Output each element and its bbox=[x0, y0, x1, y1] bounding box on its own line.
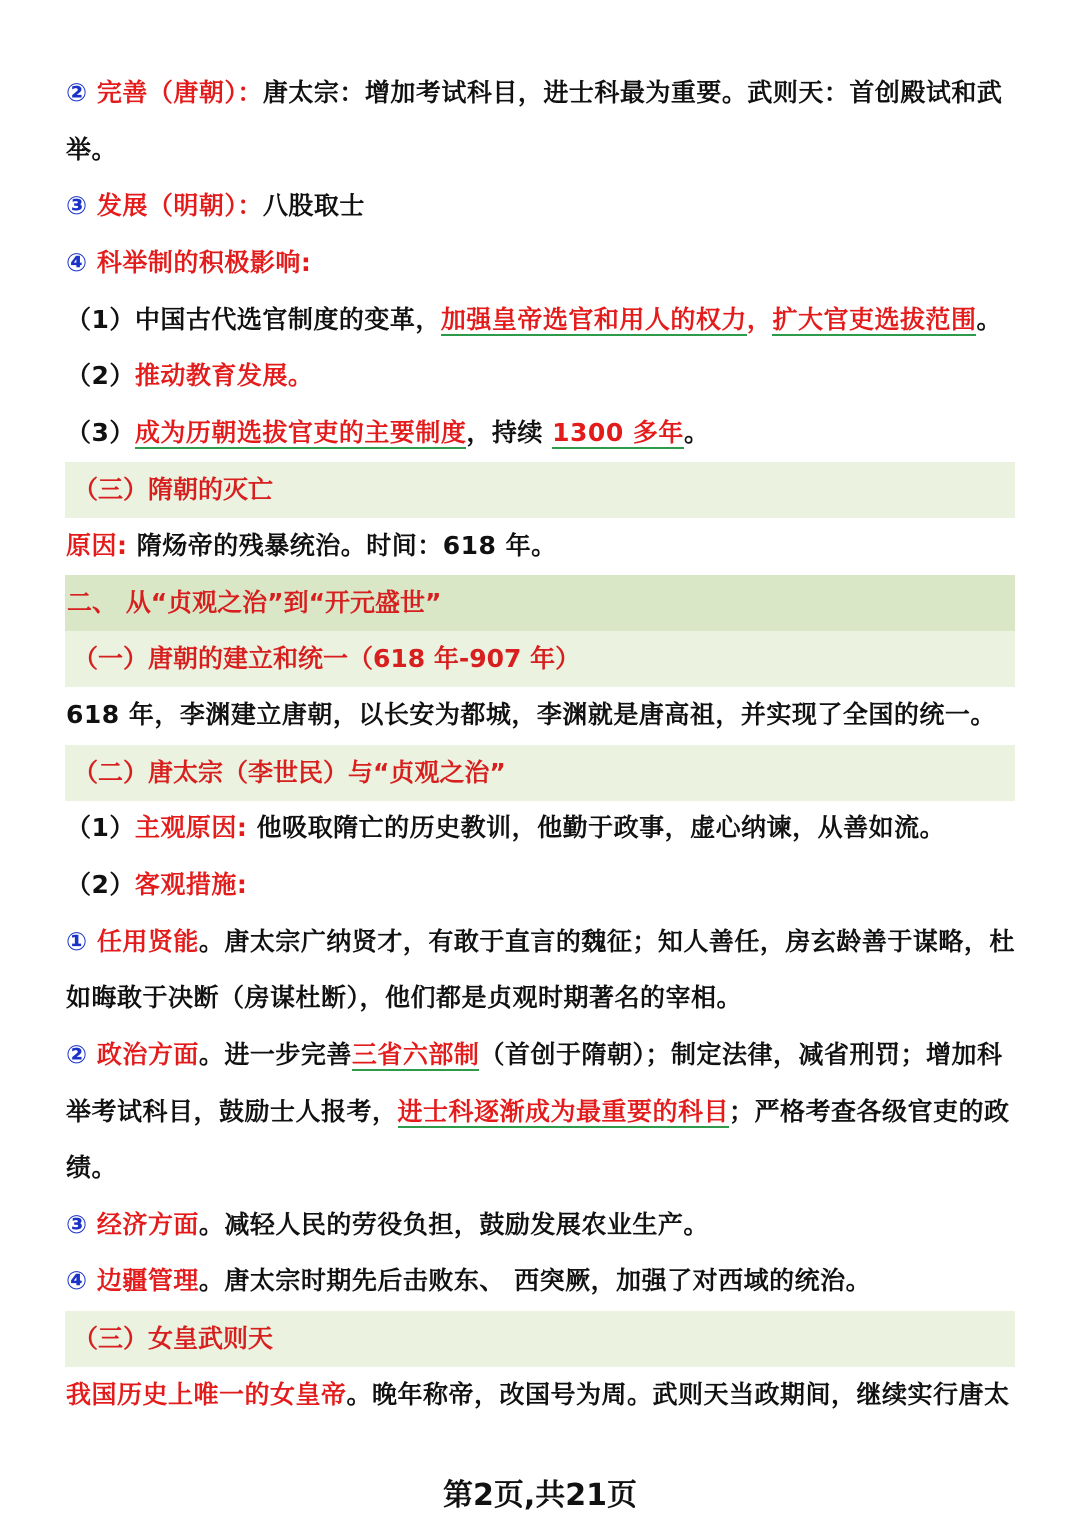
section-heading: （二）唐太宗（李世民）与“贞观之治” bbox=[65, 745, 1015, 801]
text-line bbox=[66, 1092, 1016, 1132]
item-number: ④ bbox=[66, 248, 88, 277]
item-number: ② bbox=[66, 78, 88, 107]
item-heading: 政治方面 bbox=[96, 1040, 199, 1069]
item-text: （2） bbox=[66, 870, 135, 899]
item-text: 举考试科目，鼓励士人报考， bbox=[66, 1097, 398, 1126]
item-heading: 边疆管理 bbox=[96, 1266, 199, 1295]
item-text: 八股取士 bbox=[262, 191, 365, 220]
item-text: 。减轻人民的劳役负担，鼓励发展农业生产。 bbox=[198, 1210, 709, 1239]
item-text: 。 bbox=[287, 361, 314, 390]
text-line bbox=[66, 922, 1016, 962]
underlined-key-point: 1300 多年 bbox=[552, 418, 684, 447]
text-line bbox=[66, 300, 1016, 340]
item-text: 唐太宗：增加考试科目，进士科最为重要。武则天：首创殿试和武 bbox=[262, 78, 1003, 107]
item-heading: 发展（明朝）： bbox=[96, 191, 263, 220]
item-text: 。 bbox=[683, 418, 710, 447]
text-line bbox=[66, 130, 1016, 170]
item-heading: 任用贤能 bbox=[96, 927, 199, 956]
item-heading: 客观措施: bbox=[134, 870, 248, 899]
item-text: 举。 bbox=[66, 135, 118, 164]
item-text: （2） bbox=[66, 361, 135, 390]
text-line bbox=[66, 243, 1016, 283]
item-heading: 主观原因: bbox=[134, 813, 248, 842]
item-number: ③ bbox=[66, 191, 88, 220]
item-text: 如晦敢于决断（房谋杜断），他们都是贞观时期著名的宰相。 bbox=[66, 983, 743, 1012]
item-text: 绩。 bbox=[66, 1153, 118, 1182]
underlined-key-point: 三省六部制 bbox=[351, 1040, 480, 1069]
item-text: 618 年，李渊建立唐朝，以长安为都城，李渊就是唐高祖，并实现了全国的统一。 bbox=[66, 700, 996, 729]
text-line bbox=[66, 978, 1016, 1018]
text-line bbox=[66, 808, 1016, 848]
item-text: 。进一步完善 bbox=[198, 1040, 352, 1069]
item-text: ，持续 bbox=[466, 418, 553, 447]
key-point: 推动教育发展 bbox=[134, 361, 288, 390]
underlined-key-point: 加强皇帝选官和用人的权力 bbox=[440, 305, 747, 334]
text-line bbox=[66, 1148, 1016, 1188]
item-text: 。唐太宗时期先后击败东、 西突厥，加强了对西域的统治。 bbox=[198, 1266, 872, 1295]
section-heading: （三）女皇武则天 bbox=[65, 1311, 1015, 1367]
item-heading: 科举制的积极影响: bbox=[96, 248, 312, 277]
text-line bbox=[66, 1205, 1016, 1245]
underlined-key-point: 进士科逐渐成为最重要的科目 bbox=[397, 1097, 730, 1126]
item-text: 。 bbox=[976, 305, 1002, 334]
item-heading: 完善（唐朝）： bbox=[96, 78, 263, 107]
item-number: ① bbox=[66, 927, 88, 956]
item-text: ， bbox=[746, 305, 773, 334]
text-line bbox=[66, 865, 1016, 905]
item-heading: 我国历史上唯一的女皇帝 bbox=[66, 1380, 347, 1409]
text-line bbox=[66, 695, 1016, 735]
text-line bbox=[66, 73, 1016, 113]
page-number: 第2页,共21页 bbox=[442, 1478, 638, 1513]
item-text: 。唐太宗广纳贤才，有敢于直言的魏征；知人善任，房玄龄善于谋略，杜 bbox=[198, 927, 1015, 956]
item-text: 。晚年称帝，改国号为周。武则天当政期间，继续实行唐太 bbox=[346, 1380, 1010, 1409]
item-number: ④ bbox=[66, 1266, 88, 1295]
underlined-key-point: 成为历朝选拔官吏的主要制度 bbox=[134, 418, 467, 447]
item-number: ③ bbox=[66, 1210, 88, 1239]
text-line bbox=[66, 1261, 1016, 1301]
item-text: （首创于隋朝）；制定法律，减省刑罚；增加科 bbox=[479, 1040, 1003, 1069]
text-line bbox=[66, 356, 1016, 396]
item-text: 他吸取隋亡的历史教训，他勤于政事，虚心纳谏，从善如流。 bbox=[247, 813, 946, 842]
text-line bbox=[66, 186, 1016, 226]
item-text: 隋炀帝的残暴统治。时间：618 年。 bbox=[127, 531, 557, 560]
item-number: ② bbox=[66, 1040, 88, 1069]
section-heading: （三）隋朝的灭亡 bbox=[65, 462, 1015, 518]
text-line bbox=[66, 526, 1016, 566]
item-text: ；严格考查各级官吏的政 bbox=[729, 1097, 1010, 1126]
item-text: （1） bbox=[66, 813, 135, 842]
item-text: （1）中国古代选官制度的变革， bbox=[66, 305, 441, 334]
text-line bbox=[66, 1035, 1016, 1075]
item-text: （3） bbox=[66, 418, 135, 447]
chapter-heading: 二、 从“贞观之治”到“开元盛世” bbox=[65, 575, 1015, 631]
underlined-key-point: 扩大官吏选拔范围 bbox=[772, 305, 977, 334]
item-heading: 原因: bbox=[66, 531, 128, 560]
item-heading: 经济方面 bbox=[96, 1210, 199, 1239]
text-line bbox=[66, 1375, 1016, 1415]
section-heading: （一）唐朝的建立和统一（618 年-907 年） bbox=[65, 631, 1015, 687]
text-line bbox=[66, 413, 1016, 453]
